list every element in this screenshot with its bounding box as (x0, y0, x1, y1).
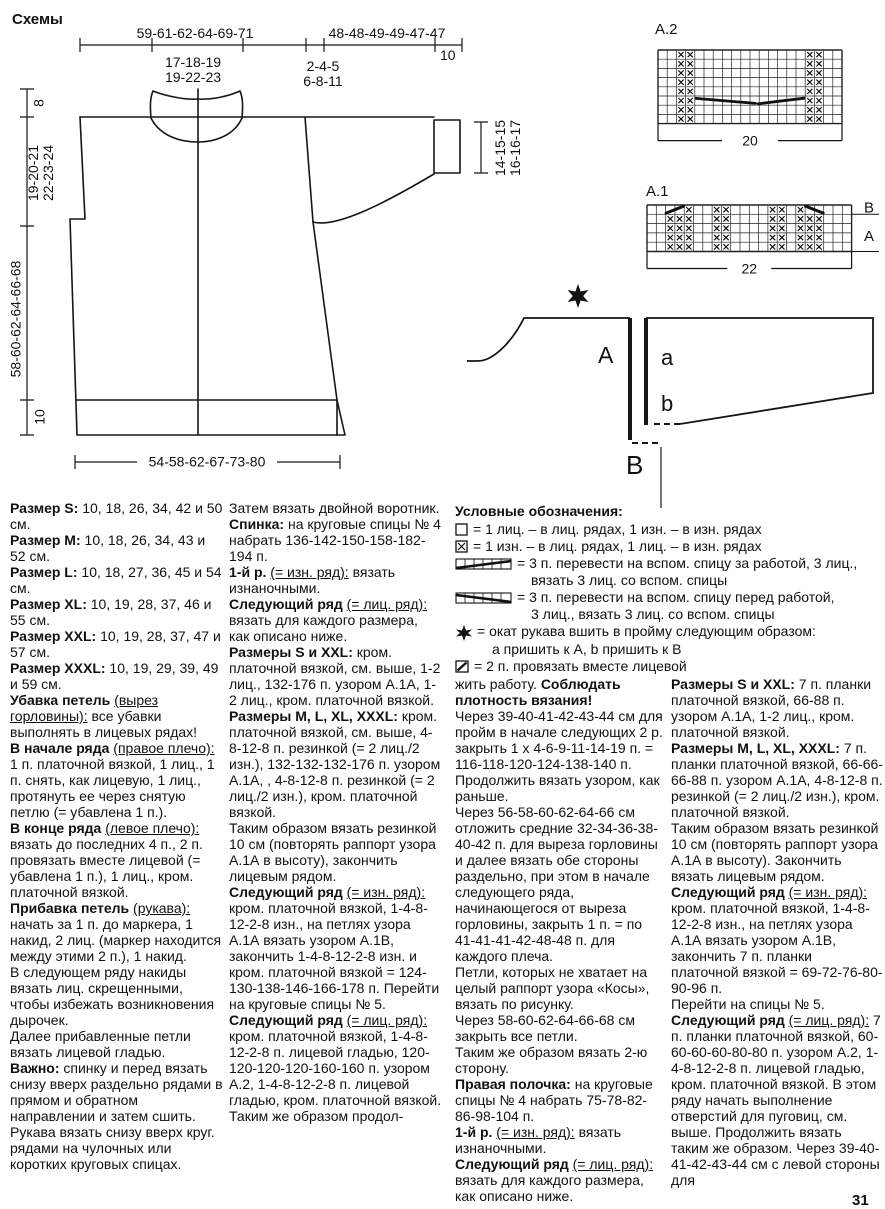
paragraph: Следующий ряд (= изн. ряд): кром. платочной вязкой, 1-4-8-12-2-8 изн., на петлях узора А.1А вязать узором А.1В, закончить 7 п. планки платочной вязкой = 69-72-76-80-90-96 п. (671, 884, 883, 996)
legend-item (455, 538, 885, 555)
paragraph: Прибавка петель (рукава): начать за 1 п. до маркера, 1 накид, 2 лиц. (маркер находится между этими 2 п.), 1 накид. (10, 900, 222, 964)
cuff-rect (434, 120, 460, 173)
paragraph: В следующем ряду накиды вязать лиц. скрещенными, чтобы избежать возникновения дырочек. (10, 964, 215, 1028)
dim-bottom-width: 54-58-62-67-73-80 (143, 455, 272, 470)
legend-text: = 3 п. перевести на вспом. спицу за работой, 3 лиц., (517, 555, 858, 571)
dim-body-length: 58-60-62-64-66-68 (7, 260, 24, 378)
paragraph: Спинка: на круговые спицы № 4 набрать 136-142-150-158-182-194 п. (229, 516, 441, 564)
body-right-edge (313, 222, 337, 435)
dim-top-width-left: 59-61-62-64-69-71 (136, 25, 254, 41)
paragraph: Размеры S и XXL: 7 п. планки платочной вязкой, 66-88 п. узором А.1А, 1-2 лиц., кром. платочной вязкой. (671, 676, 872, 740)
legend-text: = 1 лиц. – в лиц. рядах, 1 изн. – в изн. рядах (473, 521, 762, 537)
cable-front-bar-icon (455, 591, 513, 605)
paragraph: Важно: спинку и перед вязать снизу вверх раздельно рядами в прямом и обратном направлении и затем сшить. Рукава вязать снизу вверх круг. рядами на чулочных или коротких круговых спицах. (10, 1060, 223, 1172)
paragraph: Следующий ряд (= лиц. ряд): вязать для каждого размера, как описано ниже. (455, 1156, 654, 1204)
dim-top-width-right: 48-48-49-49-47-47 (328, 25, 446, 41)
legend-item (455, 658, 885, 675)
purl-stitch-square-icon (455, 540, 469, 554)
legend-text: а пришить к A, b пришить к B (492, 641, 682, 657)
dim-shoulder-drop: 2-4-5 6-8-11 (303, 58, 343, 89)
piece-label-b: b (661, 391, 674, 416)
paragraph: 1-й р. (= изн. ряд): вязать изнаночными. (455, 1124, 622, 1156)
piece-label-B: B (626, 450, 644, 480)
legend-text: = 3 п. перевести на вспом. спицу перед работой, (517, 589, 835, 605)
paragraph: Размер L: 10, 18, 27, 36, 45 и 54 см. (10, 564, 222, 596)
svg-text:A: A (864, 228, 875, 245)
cable-behind-bar-icon (455, 557, 513, 571)
instructions-column-2 (229, 500, 442, 1198)
legend-text: 3 лиц., вязать 3 лиц. со вспом. спицы (531, 606, 775, 622)
paragraph: Следующий ряд (= лиц. ряд): кром. платочной вязкой, 1-4-8-12-2-8 п. лицевой гладью, 120-120-120-120-160-160 п. узором А.2, 1-4-8-12-2-8 п. лицевой гладью, кром. платочной вязкой. (229, 1012, 442, 1108)
paragraph: Далее прибавленные петли вязать лицевой гладью. (10, 1028, 191, 1060)
legend-title: Условные обозначения: (455, 503, 623, 519)
legend-item (455, 589, 885, 606)
dim-collar-height: 8 (30, 99, 47, 107)
chart-a1-title: A.1 (646, 183, 669, 200)
legend-text: вязать 3 лиц. со вспом. спицы (531, 572, 728, 588)
piece-ab-outline (646, 318, 873, 424)
paragraph: Размеры M, L, XL, XXXL: 7 п. планки платочной вязкой, 66-66-66-88 п. узором А.1А, 4-8-12-8 п. резинкой (= 2 лиц./2 изн.), кром. платочной вязкой. (671, 740, 884, 820)
paragraph: Таким образом вязать резинкой 10 см (повторять раппорт узора А.1А в высоту). Закончить вязать лицевым рядом. (671, 820, 879, 884)
paragraph: Через 58-60-62-64-66-68 см закрыть все петли. (455, 1012, 635, 1044)
dim-neck-width: 17-18-19 19-22-23 (164, 54, 222, 85)
instructions-column-3 (455, 676, 666, 1204)
paragraph: Таким же образом вязать 2-ю сторону. (455, 1044, 648, 1076)
piece-label-A: A (598, 342, 614, 368)
legend (455, 503, 885, 675)
paragraph: Размер M: 10, 18, 26, 34, 43 и 52 см. (10, 532, 206, 564)
paragraph: жить работу. Соблюдать плотность вязания! (455, 676, 621, 708)
dim-hem-height: 10 (31, 409, 48, 425)
paragraph: Размер XXXL: 10, 19, 29, 39, 49 и 59 см. (10, 660, 219, 692)
armhole-line (305, 117, 313, 222)
collar-bottom-curve (151, 118, 242, 142)
sleeve-underarm-line (313, 174, 434, 223)
paragraph: Правая полочка: на круговые спицы № 4 набрать 75-78-82-86-98-104 п. (455, 1076, 653, 1124)
paragraph: Через 56-58-60-62-64-66 см отложить средние 32-34-36-38-40-42 п. для выреза горловины и далее вязать обе стороны раздельно, при этом в начале следующего ряда, начинающегося от выреза горловины, закрыть 1 п. = по 41-41-41-42-48-48 п. для каждого плеча. (455, 804, 658, 964)
legend-item (455, 521, 885, 538)
paragraph: Размер XL: 10, 19, 28, 37, 46 и 55 см. (10, 596, 212, 628)
legend-item (455, 623, 885, 641)
svg-text:B: B (864, 199, 875, 217)
paragraph: Перейти на спицы № 5. (671, 996, 825, 1012)
svg-text:22: 22 (741, 260, 758, 277)
cuff-dim-line (474, 122, 488, 173)
dim-cuff-width: 14-15-15 16-16-17 (492, 119, 523, 177)
chart-a2 (656, 48, 856, 152)
chart-a2-title: A.2 (655, 21, 678, 38)
paragraph: Размеры M, L, XL, XXXL: кром. платочной вязкой, см. выше, 4-8-12-8 п. резинкой (= 2 лиц./2 изн.), 132-132-132-176 п. узором А.1А, , 4-8-12-8 п. резинкой (= 2 лиц./2 изн.), кром. платочной вязкой. (229, 708, 441, 820)
hem-flap (337, 400, 345, 435)
paragraph: Таким же образом продол- (229, 1108, 404, 1124)
paragraph: Следующий ряд (= лиц. ряд): 7 п. планки платочной вязкой, 60-60-60-60-80-80 п. узором А.2, 1-4-8-12-2-8 п. лицевой гладью, кром. платочной вязкой. В этом ряду начать выполнение отверстий для пуговиц, см. выше. Продолжить вязать таким же образом. Через 39-40-41-42-43-44 см с левой стороны для (671, 1012, 881, 1188)
paragraph: Через 39-40-41-42-43-44 см для пройм в начале следующих 2 р. закрыть 1 х 4-6-9-11-14-19 п. = 116-118-120-124-138-140 п. Продолжить вязать узором, как раньше. (455, 708, 663, 804)
body-left-edge (70, 117, 337, 435)
paragraph: Следующий ряд (= изн. ряд): кром. платочной вязкой, 1-4-8-12-2-8 изн., на петлях узора А.1А вязать узором А.1В, закончить 1-4-8-12-2-8 изн. и кром. платочной вязкой = 124-130-138-146-166-178 п. Перейти на круговые спицы № 5. (229, 884, 440, 1012)
paragraph: Затем вязать двойной воротник. (229, 500, 440, 516)
paragraph: Следующий ряд (= лиц. ряд): вязать для каждого размера, как описано ниже. (229, 596, 428, 644)
star-icon (455, 625, 473, 641)
dim-top-end: 10 (440, 47, 456, 63)
legend-item (455, 555, 885, 572)
legend-text: = 2 п. провязать вместе лицевой (474, 658, 687, 674)
instructions-column-1 (10, 500, 223, 1198)
collar-outline (150, 91, 242, 118)
paragraph: Таким образом вязать резинкой 10 см (повторять раппорт узора А.1А в высоту), закончить лицевым рядом. (229, 820, 437, 884)
paragraph: Размер S: 10, 18, 26, 34, 42 и 50 см. (10, 500, 223, 532)
page-number: 31 (852, 1192, 869, 1209)
paragraph: Убавка петель (вырез горловины): все убавки выполнять в лицевых рядах! (10, 692, 198, 740)
dim-yoke-depth: 19-20-21 22-23-24 (25, 144, 56, 202)
svg-text:20: 20 (742, 132, 758, 149)
k2tog-square-icon (455, 660, 470, 674)
legend-text: = окат рукава вшить в пройму следующим образом: (477, 623, 816, 639)
paragraph: Петли, которых не хватает на целый раппорт узора «Косы», вязать по рисунку. (455, 964, 650, 1012)
paragraph: В начале ряда (правое плечо): 1 п. платочной вязкой, 1 лиц., 1 п. снять, как лицевую, 1 лиц., протянуть ее через снятую петлю (= убавлена 1 п.). (10, 740, 215, 820)
sleeve-cap-star-icon (568, 284, 589, 308)
chart-a1 (645, 199, 883, 281)
paragraph: Размеры S и XXL: кром. платочной вязкой, см. выше, 1-2 лиц., 132-176 п. узором А.1А, 1-2 лиц., кром. платочной вязкой. (229, 644, 441, 708)
piece-label-a: a (661, 345, 674, 370)
paragraph: Размер XXL: 10, 19, 28, 37, 47 и 57 см. (10, 628, 221, 660)
schemes-heading: Схемы (12, 11, 63, 28)
paragraph: В конце ряда (левое плечо): вязать до последних 4 п., 2 п. провязать вместе лицевой (= убавлена 1 п.), 1 лиц., кром. платочной вязкой. (10, 820, 203, 900)
legend-text: = 1 изн. – в лиц. рядах, 1 лиц. – в изн. рядах (473, 538, 762, 554)
paragraph: 1-й р. (= изн. ряд): вязать изнаночными. (229, 564, 396, 596)
instructions-column-4 (671, 676, 883, 1198)
knit-stitch-square-icon (455, 523, 469, 537)
